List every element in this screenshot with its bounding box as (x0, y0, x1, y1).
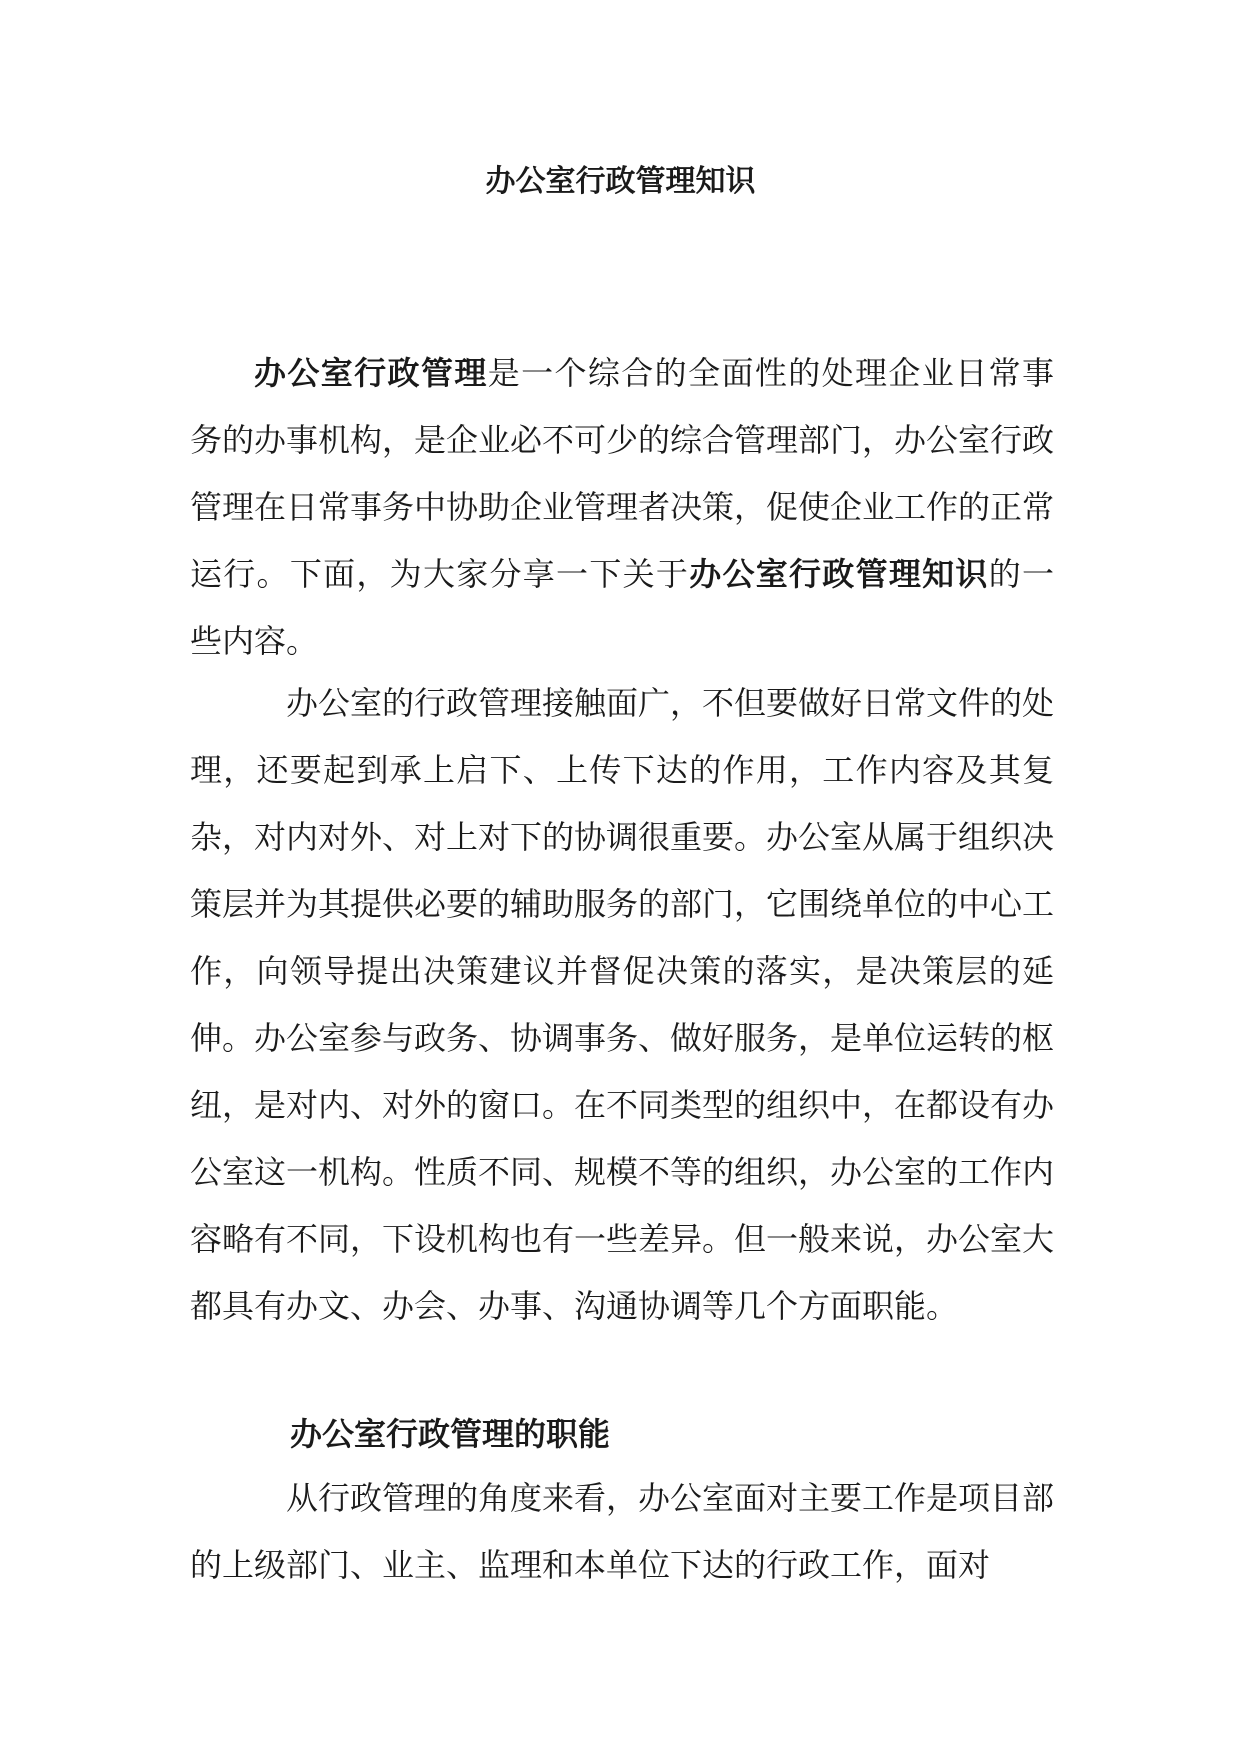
paragraph-overview: 办公室的行政管理接触面广，不但要做好日常文件的处理，还要起到承上启下、上传下达的作用，工作内容及其复杂，对内对外、对上对下的协调很重要。办公室从属于组织决策层并为其提供必要的辅助服务的部门，它围绕单位的中心工作，向领导提出决策建议并督促决策的落实，是决策层的延伸。办公室参与政务、协调事务、做好服务，是单位运转的枢纽，是对内、对外的窗口。在不同类型的组织中，在都设有办公室这一机构。性质不同、规模不等的组织，办公室的工作内容略有不同，下设机构也有一些差异。但一般来说，办公室大都具有办文、办会、办事、沟通协调等几个方面职能。 (190, 684, 1055, 1325)
section-heading: 办公室行政管理的职能 (290, 1415, 611, 1453)
paragraph-functions: 从行政管理的角度来看，办公室面对主要工作是项目部的上级部门、业主、监理和本单位下达的行政工作，面对 (190, 1479, 1055, 1584)
intro-text-a: 是一个综合的全面性的处理企业日常事务的办事机构，是企业必不可少的综合管理部门，办公室行政管理在日常事务中协助企业管理者决策，促使企业工作的正常运行。下面，为大家分享一下关于 (190, 354, 1055, 593)
paragraph-intro (190, 340, 1054, 675)
intro-bold-topic: 办公室行政管理知识 (689, 555, 989, 593)
intro-text-b: 的一些内容。 (190, 555, 1054, 660)
intro-bold-term: 办公室行政管理 (254, 354, 488, 392)
document-title: 办公室行政管理知识 (485, 164, 756, 199)
